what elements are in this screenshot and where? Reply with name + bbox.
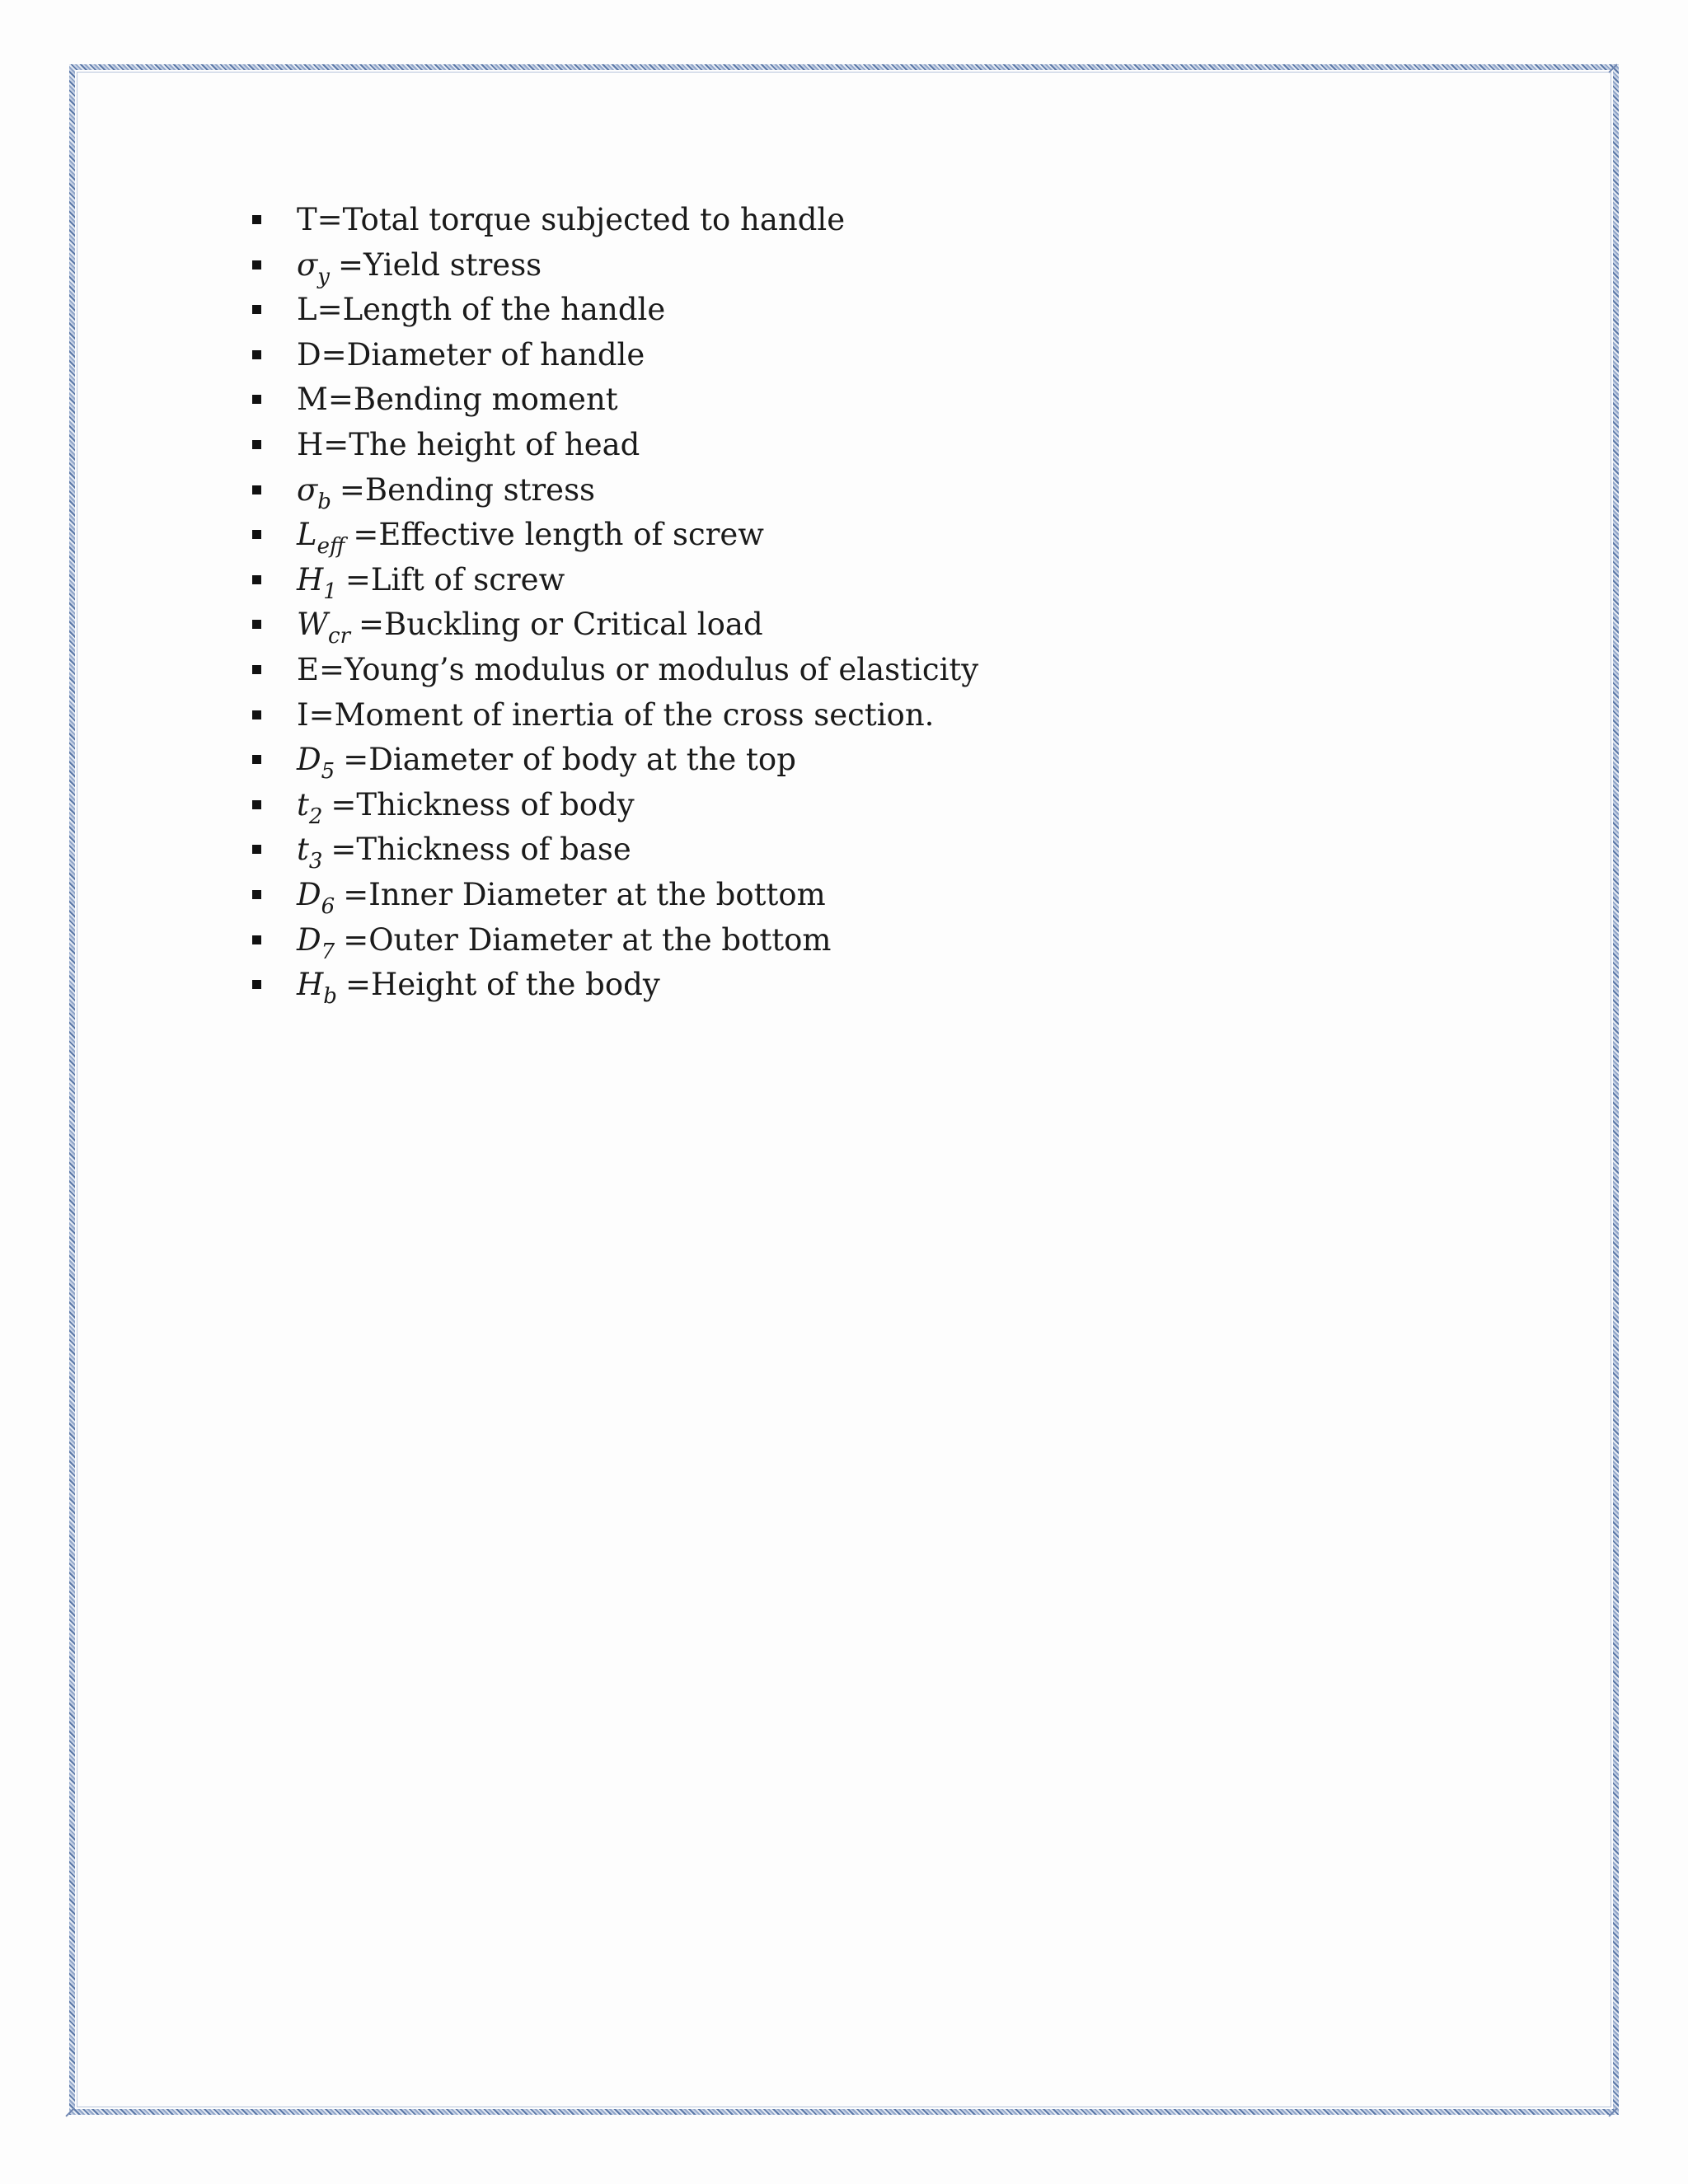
list-item-text — [297, 243, 542, 288]
square-bullet-icon — [252, 575, 261, 584]
list-item-text — [297, 468, 595, 513]
square-bullet-icon — [252, 755, 261, 764]
list-item-text — [297, 648, 978, 693]
square-bullet-icon — [252, 395, 261, 404]
square-bullet-icon — [252, 665, 261, 674]
symbol-description: =Diameter of body at the top — [343, 742, 796, 778]
symbol-description: =Buckling or Critical load — [359, 607, 763, 643]
symbol-description: =Bending stress — [339, 471, 596, 508]
list-item-text — [297, 602, 763, 648]
square-bullet-icon — [252, 800, 261, 809]
math-symbol: $D_6$ — [297, 876, 335, 919]
symbol-description: M=Bending moment — [297, 382, 618, 418]
symbol-description: =Effective length of screw — [353, 517, 764, 553]
math-symbol: $H_b$ — [297, 967, 337, 1010]
symbol-description: =Thickness of base — [331, 832, 631, 868]
square-bullet-icon — [252, 980, 261, 989]
list-item-text — [297, 918, 831, 963]
symbol-description: L=Length of the handle — [297, 292, 666, 328]
math-symbol: $D_7$ — [297, 921, 335, 964]
math-symbol: $t_2$ — [297, 786, 323, 829]
square-bullet-icon — [252, 260, 261, 269]
list-item-text — [297, 377, 618, 423]
list-item-text — [297, 738, 796, 783]
square-bullet-icon — [252, 350, 261, 359]
list-item-text — [297, 783, 635, 828]
symbol-description: D=Diameter of handle — [297, 336, 645, 373]
symbol-description: =Yield stress — [337, 246, 542, 283]
square-bullet-icon — [252, 890, 261, 899]
math-symbol: $D_5$ — [297, 742, 335, 785]
math-symbol: $W_{cr}$ — [297, 607, 351, 649]
math-symbol: $\sigma_y$ — [297, 246, 330, 289]
symbol-description: =Height of the body — [345, 967, 660, 1003]
square-bullet-icon — [252, 620, 261, 629]
list-item-text — [297, 333, 645, 378]
list-item-text — [297, 288, 665, 333]
square-bullet-icon — [252, 215, 261, 224]
symbol-description: =Lift of screw — [345, 561, 565, 598]
list-item-text — [297, 827, 631, 873]
math-symbol: $L_{eff}$ — [297, 517, 345, 560]
square-bullet-icon — [252, 530, 261, 539]
symbol-description: =Thickness of body — [331, 786, 635, 823]
list-item-text — [297, 963, 660, 1008]
symbol-description: H=The height of head — [297, 426, 640, 462]
square-bullet-icon — [252, 710, 261, 719]
symbol-description: =Inner Diameter at the bottom — [343, 876, 826, 912]
list-item-text — [297, 693, 934, 738]
square-bullet-icon — [252, 440, 261, 449]
list-item-text — [297, 558, 565, 603]
square-bullet-icon — [252, 845, 261, 854]
math-symbol: $t_3$ — [297, 832, 323, 874]
list-item-text — [297, 198, 845, 243]
math-symbol: $H_1$ — [297, 561, 337, 604]
list-item-text — [297, 513, 764, 558]
symbol-description: =Outer Diameter at the bottom — [343, 921, 832, 958]
symbol-description: E=Young’s modulus or modulus of elasticity — [297, 651, 979, 687]
list-item-text — [297, 873, 826, 918]
symbol-description: I=Moment of inertia of the cross section. — [297, 696, 935, 733]
list-item-text — [297, 423, 640, 468]
square-bullet-icon — [252, 305, 261, 314]
math-symbol: $\sigma_b$ — [297, 471, 331, 514]
square-bullet-icon — [252, 485, 261, 494]
square-bullet-icon — [252, 935, 261, 944]
symbol-description: T=Total torque subjected to handle — [297, 202, 846, 237]
